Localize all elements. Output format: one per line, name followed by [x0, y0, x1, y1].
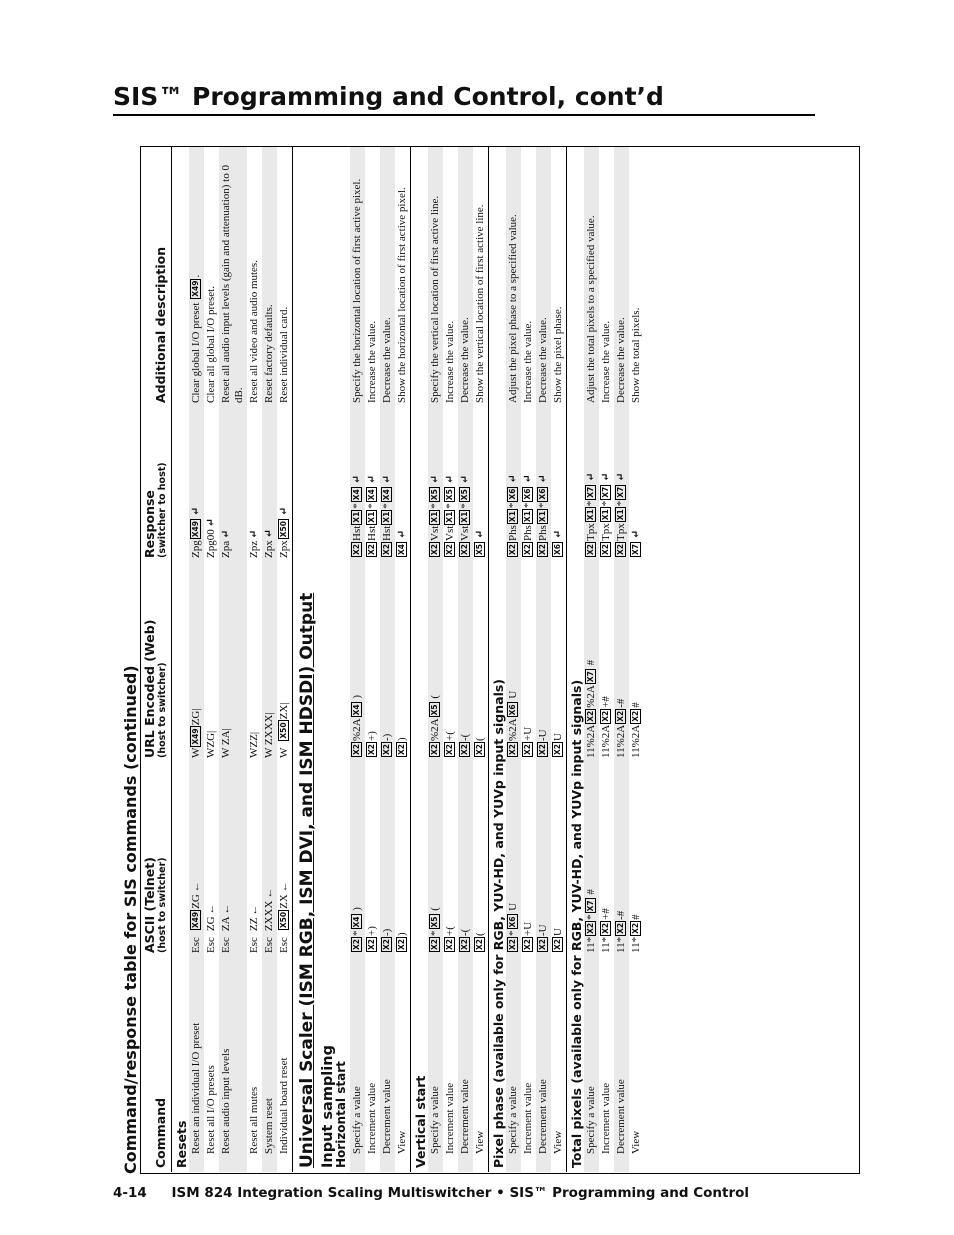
header-response: Response (switcher to host) — [141, 407, 172, 562]
title-rule — [113, 114, 815, 116]
section-total-pixels: Total pixels (available only for RGB, YUV-HD, and YUVp input signals) — [567, 147, 585, 1172]
footer-text: ISM 824 Integration Scaling Multiswitcher • SIS™ Programming and Control — [171, 1185, 750, 1201]
table-row: Specify a value X2*X6 U X2%2AX6 U X2PhsX1*X6↵ Adjust the pixel phase to a specified value. — [506, 147, 521, 1172]
table-row: Specify a value X2*X4 ) X2%2AX4 ) X2HstX1*X4↵ Specify the horizontal location of first active pixel. — [350, 147, 365, 1172]
subsection-horizontal-start: Horizontal start — [334, 1061, 348, 1168]
table-row: View 11*X2# 11%2AX2# X7↵ Show the total pixels. — [630, 307, 642, 1154]
section-resets: Resets — [174, 1120, 189, 1168]
table-row: Specify a value X2*X5 ( X2%2AX5 ( X2VstX1*X5↵ Specify the vertical location of first active line. — [428, 147, 443, 1172]
table-row: Specify a value 11*X2*X7 # 11%2AX2%2AX7 # X2TpxX1*X7↵ Adjust the total pixels to a specified value. — [584, 147, 599, 1172]
header-description: Additional description — [141, 147, 172, 407]
section-vertical-start: Vertical start — [411, 147, 429, 1172]
command-table — [140, 146, 860, 1174]
header-ascii: ASCII (Telnet) (host to switcher) — [141, 762, 172, 957]
table-row: Increment value 11*X2+# 11%2AX2+# X2TpxX1*X7↵ Increase the value. — [600, 320, 612, 1154]
table-row: Reset all mutes EscZZ← WZZ| Zpz↵ Reset all video and audio mutes. — [248, 260, 260, 1154]
table-row: View X2U X2U X6↵ Show the pixel phase. — [552, 306, 564, 1154]
sis-table — [141, 147, 644, 1172]
page-footer — [113, 1185, 749, 1201]
table-row: View X2) X2) X4↵ Show the horizontal location of first active pixel. — [396, 187, 408, 1154]
table-row: Individual board reset EscX50ZX← WX50ZX| ZpxX50↵ Reset individual card. — [278, 306, 290, 1154]
table-row: Decrement value 11*X2-# 11%2AX2-# X2TpxX1*X7↵ Decrease the value. — [614, 147, 629, 1172]
table-row: Decrement value X2-U X2-U X2PhsX1*X6↵ Decrease the value. — [536, 147, 551, 1172]
header-command: Command — [141, 957, 172, 1172]
page-title: SIS™ Programming and Control, cont’d — [113, 82, 664, 111]
table-row: Increment value X2+) X2+) X2HstX1*X4↵ Increase the value. — [366, 320, 378, 1154]
page-number: 4-14 — [113, 1185, 147, 1201]
table-row: Reset audio input levels EscZA← W ZA| Zpa↵ Reset all audio input levels (gain and attenuation) to 0 dB. — [219, 147, 247, 1172]
section-pixel-phase: Pixel phase (available only for RGB, YUV-HD, and YUVp input signals) — [489, 147, 507, 1172]
section-scaler: Universal Scaler (ISM RGB, ISM DVI, and ISM HDSDI) Output — [293, 147, 317, 1172]
table-row: Decrement value X2-( X2-( X2VstX1*X5↵ Decrease the value. — [458, 147, 473, 1172]
subsection-input-sampling: Input sampling — [320, 1045, 336, 1168]
rotated-table-content — [141, 147, 858, 1172]
table-row: Reset all I/O presets EscZG← WZG| Zpg00↵ Clear all global I/O preset. — [205, 286, 217, 1154]
header-url: URL Encoded (Web) (host to switcher) — [141, 562, 172, 762]
header-row — [141, 147, 172, 1172]
table-caption: Command/response table for SIS commands (continued) — [121, 665, 140, 1174]
table-row: Decrement value X2-) X2-) X2HstX1*X4↵ Decrease the value. — [380, 147, 395, 1172]
table-row: Increment value X2+U X2+U X2PhsX1*X6↵ Increase the value. — [522, 320, 534, 1154]
table-row: System reset EscZXXX← W ZXXX| Zpx↵ Reset factory defaults. — [262, 147, 277, 1172]
table-row: Increment value X2+( X2+( X2VstX1*X5↵ Increase the value. — [444, 320, 456, 1154]
table-row: Reset an individual I/O preset EscX49ZG← WX49ZG| ZpgX49↵ Clear global I/O preset X49. — [189, 147, 204, 1172]
table-row: View X2( X2( X5↵ Show the vertical location of first active line. — [474, 204, 486, 1154]
